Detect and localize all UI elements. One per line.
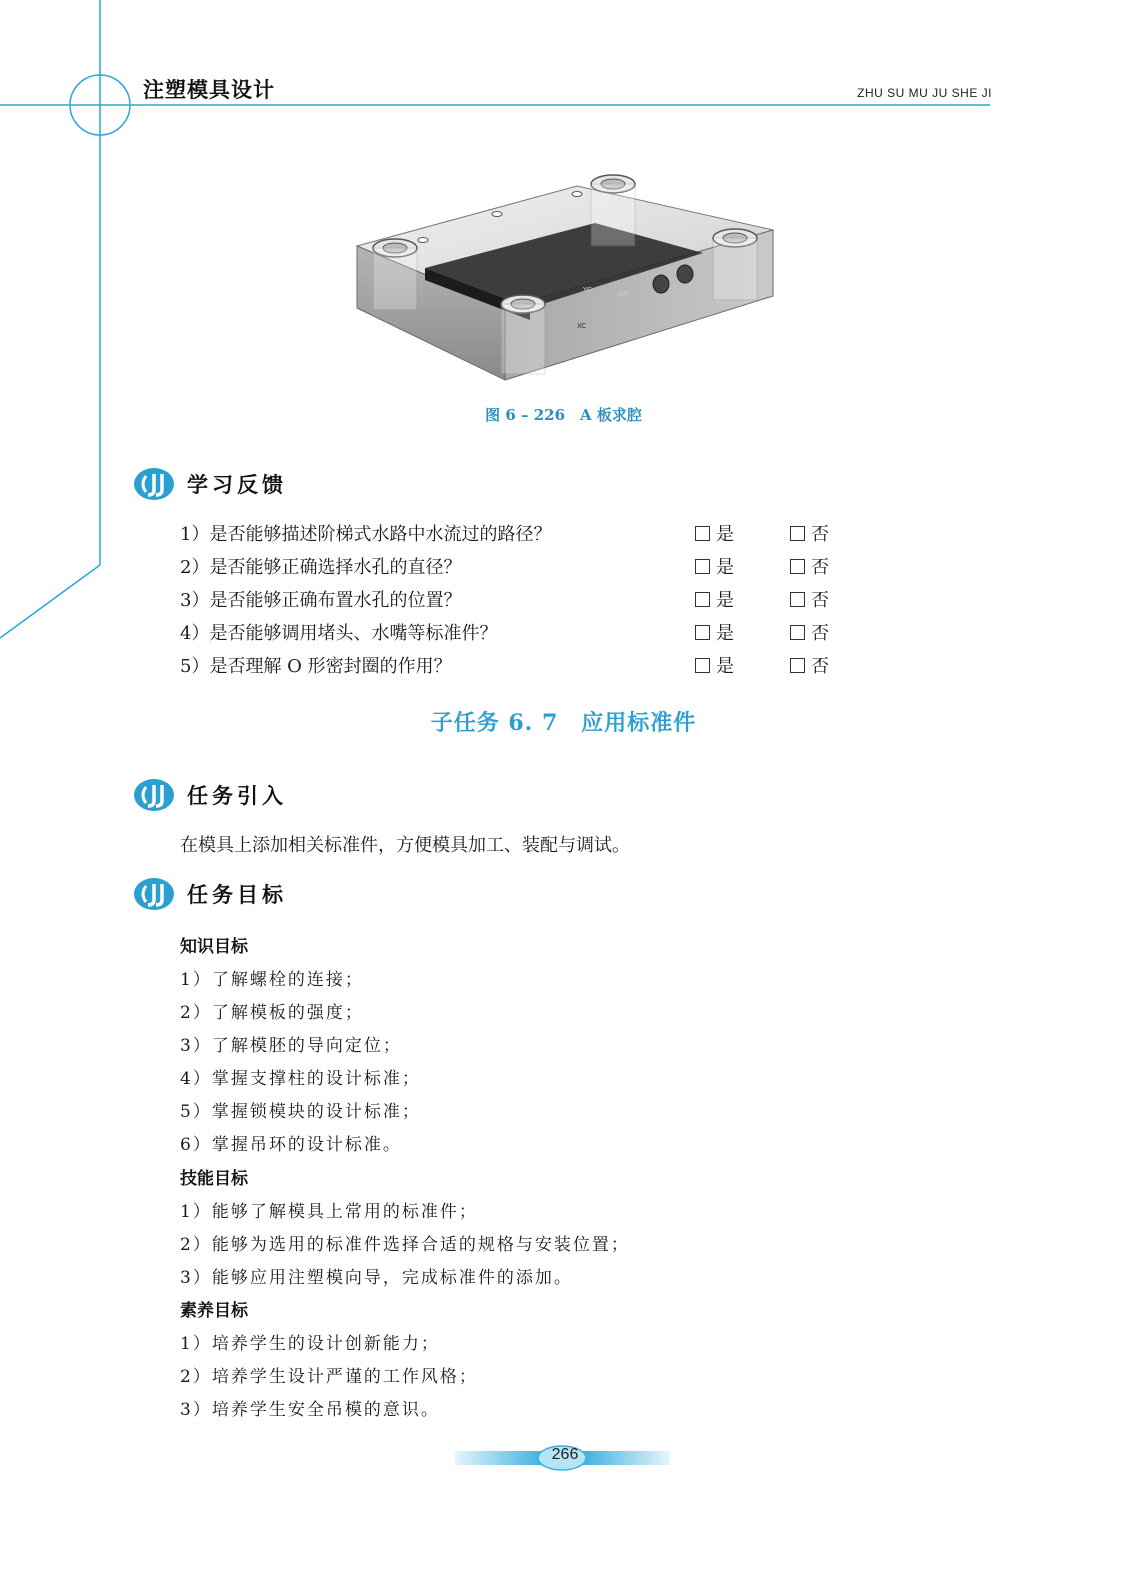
figure-a-plate-cavity: [355, 168, 775, 392]
list-item: 3）能够应用注塑模向导，完成标准件的添加。: [180, 1268, 573, 1288]
feedback-yes-option[interactable]: 是: [695, 520, 734, 546]
list-item: 1）培养学生的设计创新能力；: [180, 1334, 440, 1354]
subtask-heading: 子任务 6. 7 应用标准件: [430, 710, 697, 736]
literacy-goals-label: 素养目标: [180, 1301, 248, 1321]
skill-goals-label: 技能目标: [180, 1169, 248, 1189]
page-number: 266: [551, 1446, 579, 1463]
knowledge-goals-label: 知识目标: [180, 937, 248, 957]
checkbox-yes[interactable]: [695, 592, 710, 607]
checkbox-yes[interactable]: [695, 526, 710, 541]
running-header-pinyin: ZHU SU MU JU SHE JI: [857, 86, 992, 100]
feedback-question: 2）是否能够正确选择水孔的直径？: [180, 557, 462, 578]
list-item: 6）掌握吊环的设计标准。: [180, 1135, 402, 1155]
feedback-yes-option[interactable]: 是: [695, 619, 734, 645]
section-heading-goals: [133, 877, 287, 911]
figure-caption: 图 6 – 226 A 板求腔: [485, 406, 642, 424]
list-item: 3）了解模胚的导向定位；: [180, 1036, 402, 1056]
checkbox-yes[interactable]: [695, 658, 710, 673]
checkbox-no[interactable]: [790, 526, 805, 541]
feedback-no-option[interactable]: 否: [790, 619, 829, 645]
section-title-feedback: 学习反馈: [187, 473, 287, 497]
list-item: 1）能够了解模具上常用的标准件；: [180, 1202, 478, 1222]
axis-label-xc: XC: [577, 322, 587, 330]
checkbox-no[interactable]: [790, 559, 805, 574]
list-item: 1）了解螺栓的连接；: [180, 970, 364, 990]
intro-paragraph: 在模具上添加相关标准件，方便模具加工、装配与调试。: [180, 835, 630, 856]
section-badge-icon: [133, 877, 175, 911]
running-header-title: 注塑模具设计: [143, 78, 275, 102]
feedback-yes-option[interactable]: 是: [695, 586, 734, 612]
feedback-yes-option[interactable]: 是: [695, 553, 734, 579]
section-title-intro: 任务引入: [187, 784, 287, 808]
section-heading-intro: [133, 778, 287, 812]
feedback-no-option[interactable]: 否: [790, 553, 829, 579]
feedback-no-option[interactable]: 否: [790, 586, 829, 612]
checkbox-yes[interactable]: [695, 625, 710, 640]
feedback-row: [180, 652, 880, 682]
checkbox-no[interactable]: [790, 625, 805, 640]
feedback-question: 5）是否理解 O 形密封圈的作用？: [180, 656, 452, 677]
feedback-row: [180, 553, 880, 583]
feedback-row: [180, 520, 880, 550]
list-item: 5）掌握锁模块的设计标准；: [180, 1102, 421, 1122]
axis-label-yc: YC: [583, 286, 592, 294]
list-item: 2）了解模板的强度；: [180, 1003, 364, 1023]
feedback-question: 3）是否能够正确布置水孔的位置？: [180, 590, 462, 611]
axis-label-wp: WP: [617, 290, 629, 298]
feedback-yes-option[interactable]: 是: [695, 652, 734, 678]
feedback-row: [180, 586, 880, 616]
section-title-goals: 任务目标: [187, 883, 287, 907]
feedback-row: [180, 619, 880, 649]
feedback-question: 1）是否能够描述阶梯式水路中水流过的路径？: [180, 524, 552, 545]
feedback-no-option[interactable]: 否: [790, 652, 829, 678]
section-heading-feedback: [133, 467, 287, 501]
checkbox-no[interactable]: [790, 592, 805, 607]
section-badge-icon: [133, 778, 175, 812]
section-badge-icon: [133, 467, 175, 501]
mold-plate-illustration: [355, 168, 775, 388]
list-item: 2）培养学生设计严谨的工作风格；: [180, 1367, 478, 1387]
list-item: 3）培养学生安全吊模的意识。: [180, 1400, 440, 1420]
feedback-no-option[interactable]: 否: [790, 520, 829, 546]
checkbox-no[interactable]: [790, 658, 805, 673]
list-item: 4）掌握支撑柱的设计标准；: [180, 1069, 421, 1089]
feedback-question: 4）是否能够调用堵头、水嘴等标准件？: [180, 623, 498, 644]
checkbox-yes[interactable]: [695, 559, 710, 574]
list-item: 2）能够为选用的标准件选择合适的规格与安装位置；: [180, 1235, 630, 1255]
